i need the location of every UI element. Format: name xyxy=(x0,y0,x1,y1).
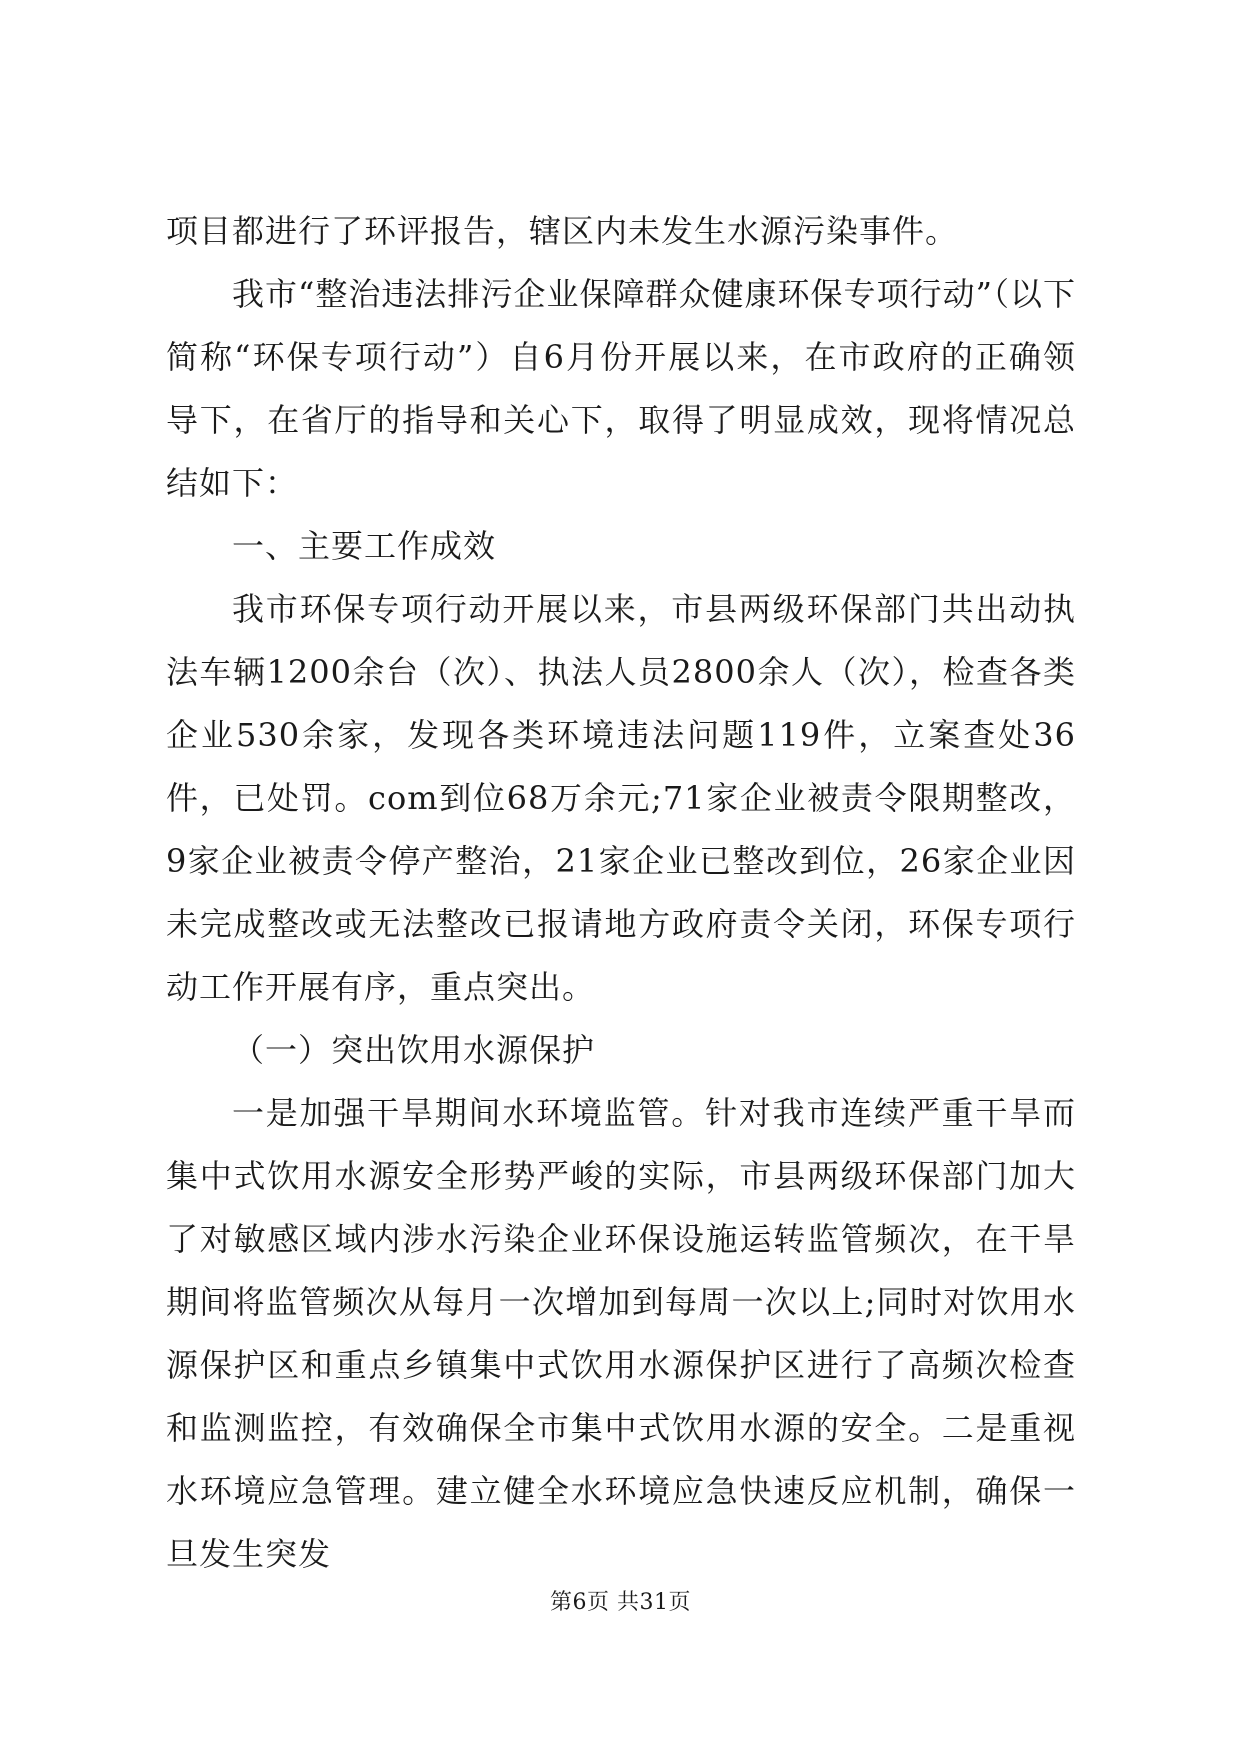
paragraph-continuation: 项目都进行了环评报告，辖区内未发生水源污染事件。 xyxy=(166,212,959,250)
document-body xyxy=(166,200,1076,1586)
subsection-heading-water-source: （一）突出饮用水源保护 xyxy=(232,1031,596,1069)
paragraph-water-supervision: 一是加强干旱期间水环境监管。针对我市连续严重干旱而集中式饮用水源安全形势严峻的实际，市县两级环保部门加大了对敏感区域内涉水污染企业环保设施运转监管频次，在干旱期间将监管频次从每月一次增加到每周一次以上;同时对饮用水源保护区和重点乡镇集中式饮用水源保护区进行了高频次检查和监测监控，有效确保全市集中式饮用水源的安全。二是重视水环境应急管理。建立健全水环境应急快速反应机制，确保一旦发生突发 xyxy=(166,1094,1076,1573)
section-heading-main-results: 一、主要工作成效 xyxy=(232,527,497,565)
paragraph-intro: 我市“整治违法排污企业保障群众健康环保专项行动”（以下简称“环保专项行动”）自6月份开展以来，在市政府的正确领导下，在省厅的指导和关心下，取得了明显成效，现将情况总结如下： xyxy=(166,275,1076,502)
page-number-footer: 第6页 共31页 xyxy=(550,1590,691,1615)
paragraph-results-summary: 我市环保专项行动开展以来，市县两级环保部门共出动执法车辆1200余台（次）、执法人员2800余人（次），检查各类企业530余家，发现各类环境违法问题119件，立案查处36件，已处罚。com到位68万余元;71家企业被责令限期整改，9家企业被责令停产整治，21家企业已整改到位，26家企业因未完成整改或无法整改已报请地方政府责令关闭，环保专项行动工作开展有序，重点突出。 xyxy=(166,590,1076,1006)
